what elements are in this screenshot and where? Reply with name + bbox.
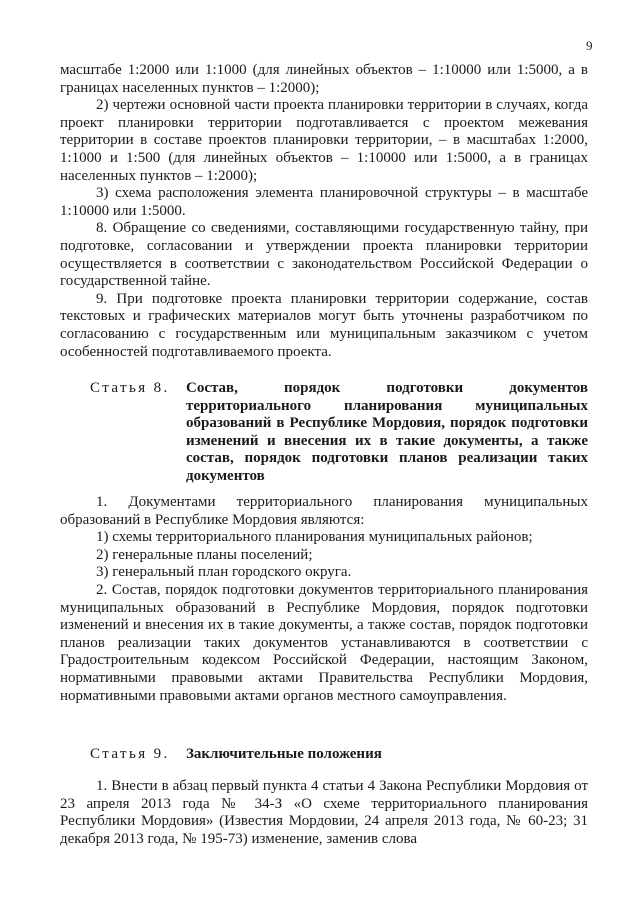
- article-8-heading: [90, 380, 588, 486]
- paragraph: 2. Состав, порядок подготовки документов территориального планирования муниципальных образований в Республике Мордовия, порядок подготовки изменений и внесения их в такие документы, а также состав, порядок подготовки планов реализации таких документов устанавливаются в соответствии с Градостроительным кодексом Российской Федерации, настоящим Законом, нормативными правовыми актами Правительства Республики Мордовия, нормативными правовыми актами органов местного самоуправления.: [60, 581, 588, 704]
- article-9-heading: [90, 746, 588, 764]
- article-label: Статья 9.: [90, 746, 170, 762]
- article-title: Состав, порядок подготовки документов территориального планирования муниципальных образований в Республике Мордовия, порядок подготовки изменений и внесения их в такие документы, а также состав, порядок подготовки планов реализации таких документов: [186, 380, 588, 484]
- article-label: Статья 8.: [90, 380, 170, 396]
- paragraph: 9. При подготовке проекта планировки территории содержание, состав текстовых и графических материалов могут быть уточнены разработчиком по согласованию с государственным или муниципальным заказчиком с учетом особенностей подготавливаемого проекта.: [60, 290, 588, 360]
- paragraph: 1. Внести в абзац первый пункта 4 статьи 4 Закона Республики Мордовия от 23 апреля 2013 года № 34-З «О схеме территориального планирования Республики Мордовия» (Известия Мордовии, 24 апреля 2013 года, № 60-23; 31 декабря 2013 года, № 195-73) изменение, заменив слова: [60, 778, 588, 847]
- text-block-top: [60, 62, 588, 361]
- list-item: 3) генеральный план городского округа.: [96, 564, 352, 581]
- paragraph: 3) схема расположения элемента планировочной структуры – в масштабе 1:10000 или 1:5000.: [60, 185, 588, 219]
- page-number: 9: [586, 38, 593, 53]
- paragraph: 8. Обращение со сведениями, составляющими государственную тайну, при подготовке, согласовании и утверждении проекта планировки территории осуществляется в соответствии с законодательством Российской Федерации о государственной тайне.: [60, 220, 588, 290]
- list-item: 1) схемы территориального планирования муниципальных районов;: [96, 529, 533, 546]
- text-block-article-9: [60, 778, 588, 848]
- paragraph: масштабе 1:2000 или 1:1000 (для линейных объектов – 1:10000 или 1:5000, а в границах населенных пунктов – 1:2000);: [60, 62, 588, 96]
- list-item: 2) генеральные планы поселений;: [96, 546, 313, 563]
- paragraph: 2) чертежи основной части проекта планировки территории в случаях, когда проект планировки территории подготавливается с проектом межевания территории в составе проектов планировки территории, – в масштабах 1:2000, 1:1000 и 1:500 (для линейных объектов – 1:10000 или 1:5000, а в границах населенных пунктов – 1:2000);: [60, 97, 588, 184]
- text-block-article-8: [60, 494, 588, 705]
- paragraph: 1. Документами территориального планирования муниципальных образований в Республике Мордовия являются:: [60, 494, 588, 528]
- article-title: Заключительные положения: [186, 746, 382, 762]
